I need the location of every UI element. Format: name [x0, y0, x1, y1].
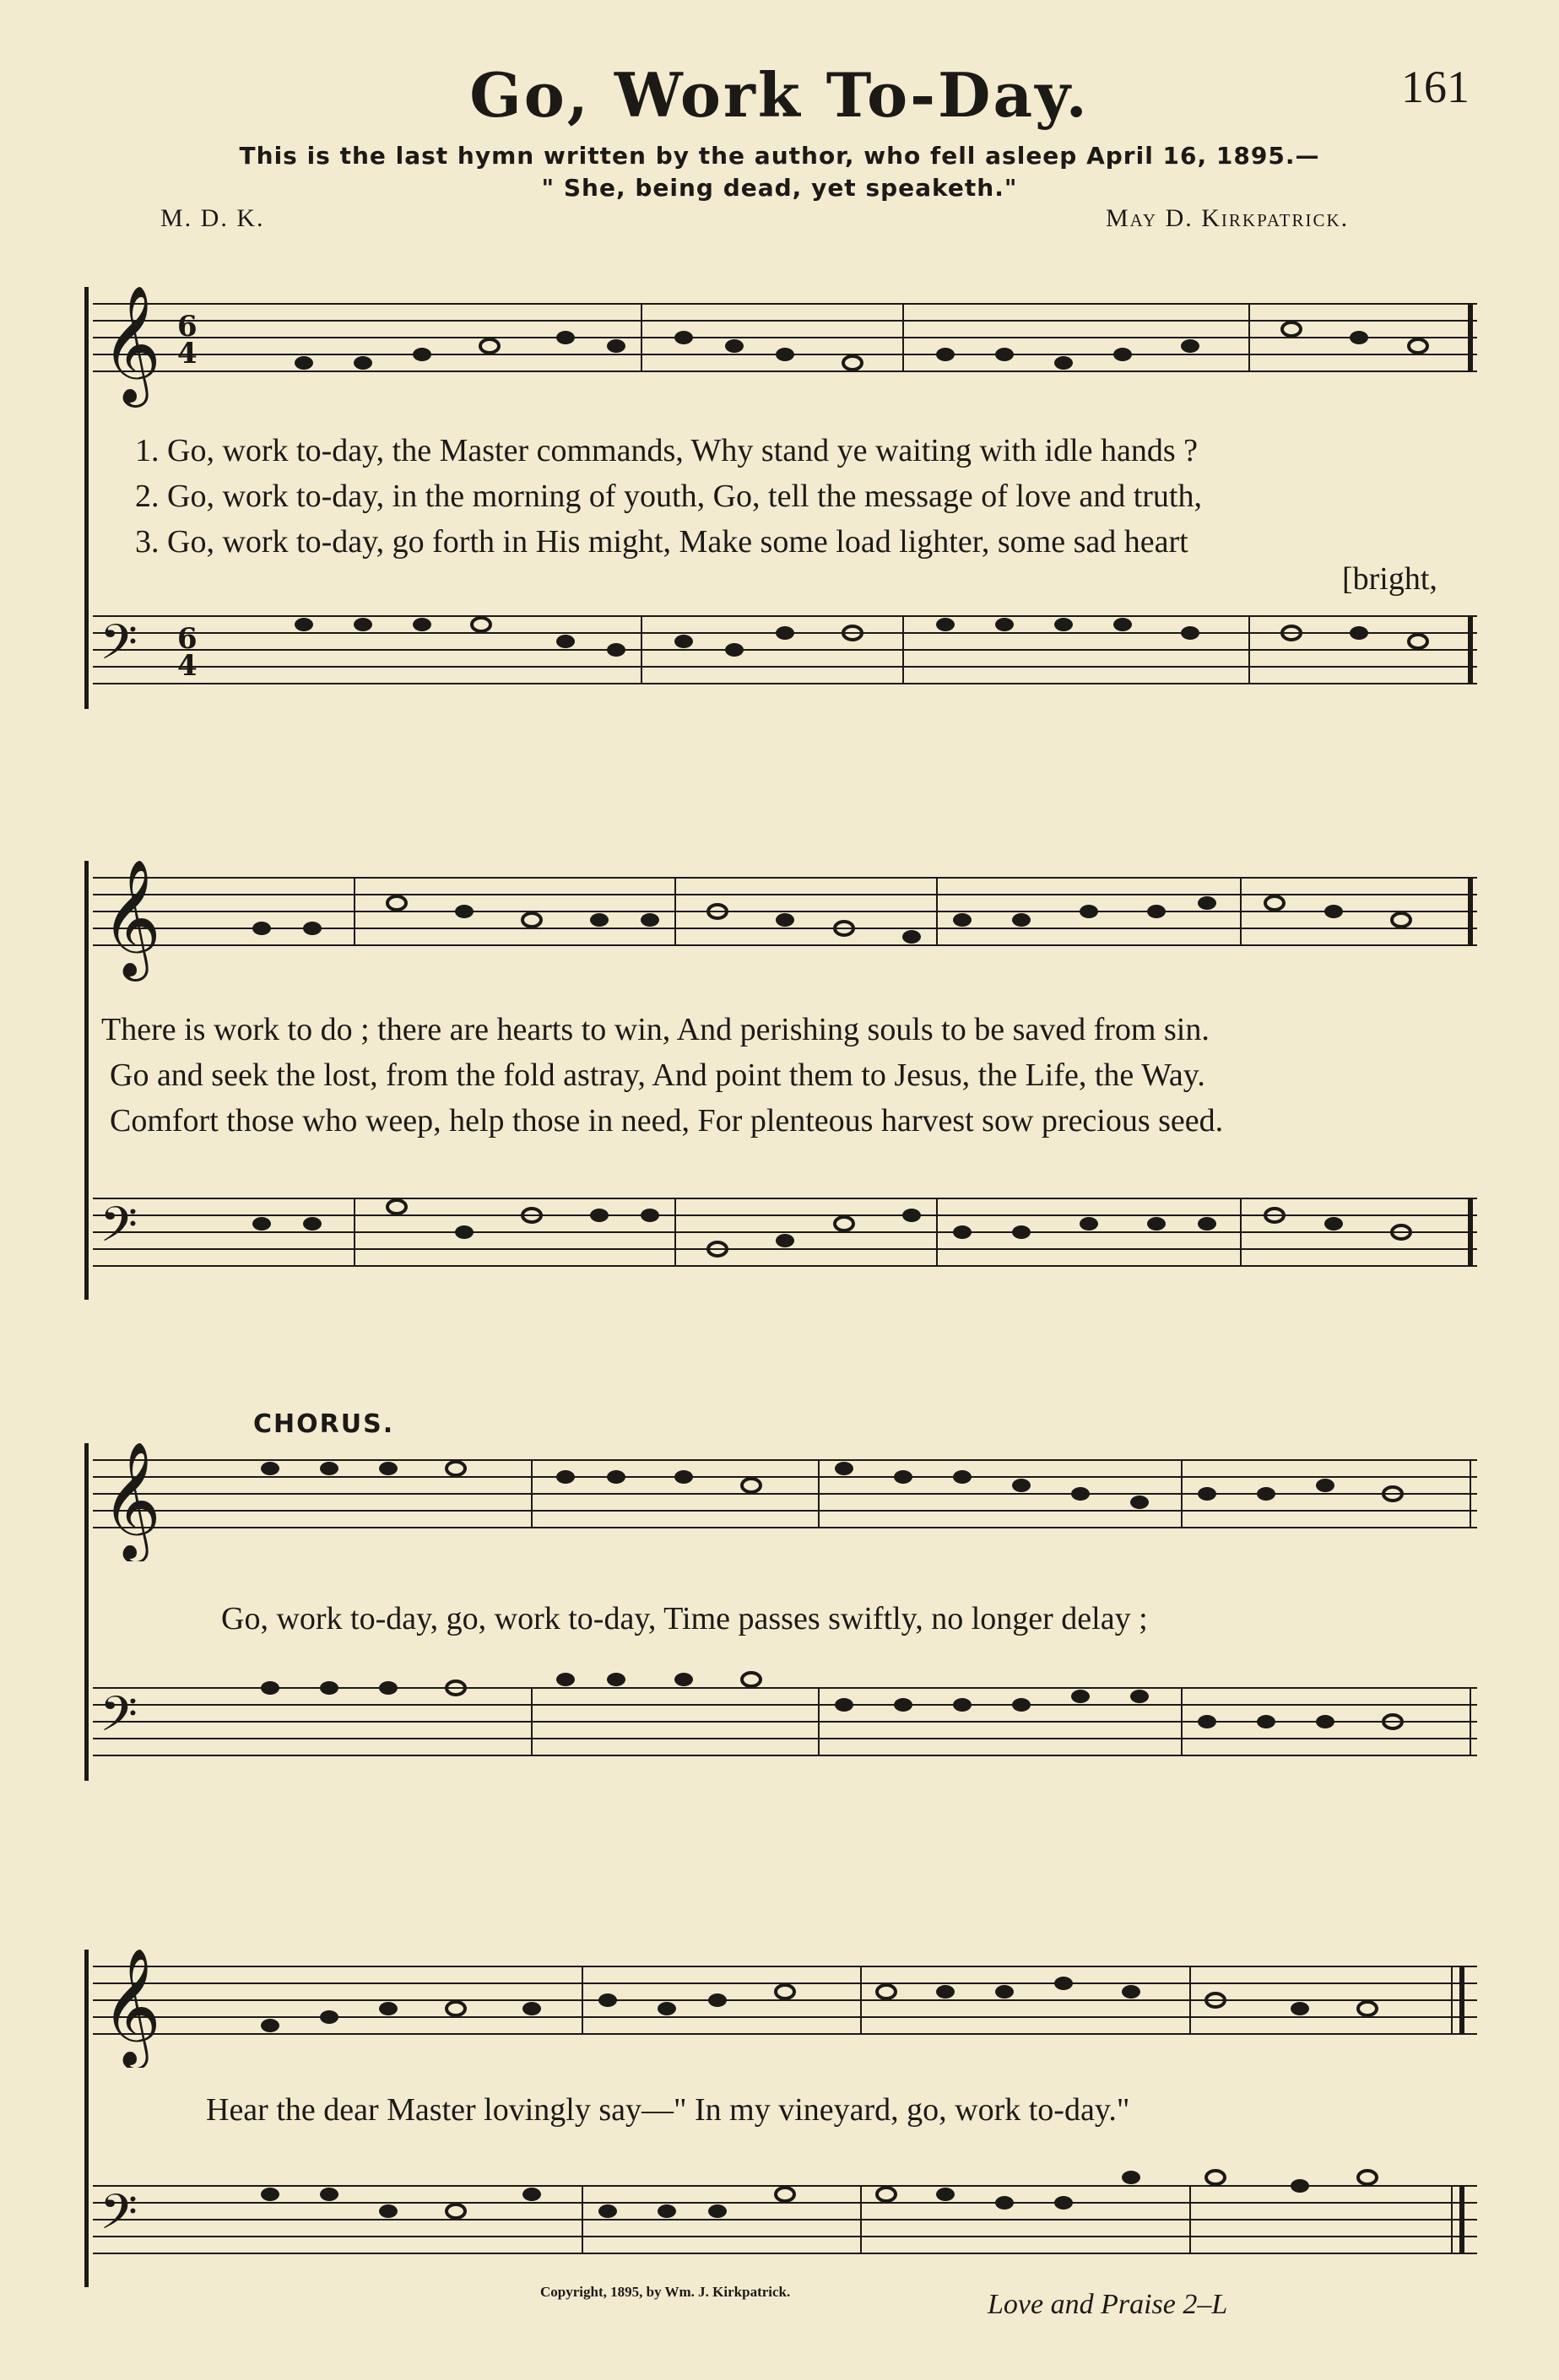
- svg-text:4: 4: [177, 649, 198, 683]
- dedication-note-line2: " She, being dead, yet speaketh.": [541, 174, 1018, 202]
- svg-text:𝄢: 𝄢: [100, 614, 138, 683]
- svg-text:𝄞: 𝄞: [101, 1950, 161, 2065]
- bass-staff: [93, 2169, 1477, 2279]
- bass-staff: [93, 1182, 1477, 1300]
- chorus-line1: Go, work to-day, go, work to-day, Time passes swiftly, no longer delay ;: [221, 1601, 1148, 1636]
- verse1-line1: 1. Go, work to-day, the Master commands, Why stand ye waiting with idle hands ?: [135, 433, 1199, 468]
- svg-text:6: 6: [177, 310, 198, 343]
- svg-text:4: 4: [177, 337, 198, 371]
- page-number: 161: [1401, 62, 1470, 112]
- copyright-notice: Copyright, 1895, by Wm. J. Kirkpatrick.: [540, 2284, 791, 2300]
- verse1-line2: There is work to do ; there are hearts to win, And perishing souls to be saved from sin.: [101, 1012, 1210, 1047]
- dedication-note-line1: This is the last hymn written by the author, who fell asleep April 16, 1895.—: [239, 142, 1320, 170]
- svg-text:6: 6: [177, 622, 198, 656]
- verse2-line1: 2. Go, work to-day, in the morning of youth, Go, tell the message of love and truth,: [135, 479, 1202, 514]
- verse3-line2: Comfort those who weep, help those in need, For plenteous harvest sow precious seed.: [110, 1103, 1224, 1139]
- treble-staff: [93, 1443, 1477, 1561]
- system-brace: [84, 1443, 89, 1781]
- svg-text:𝄞: 𝄞: [101, 861, 161, 976]
- system-brace: [84, 1950, 89, 2287]
- treble-staff: [93, 1950, 1477, 2068]
- bass-staff: [93, 599, 1477, 709]
- verse3-continuation: [bright,: [1342, 561, 1437, 597]
- verse3-line1: 3. Go, work to-day, go forth in His might, Make some load lighter, some sad heart: [135, 524, 1188, 560]
- book-signature: Love and Praise 2–L: [988, 2289, 1228, 2320]
- svg-text:𝄢: 𝄢: [100, 1685, 138, 1755]
- svg-text:𝄞: 𝄞: [101, 287, 161, 403]
- chorus-line2: Hear the dear Master lovingly say—" In my vineyard, go, work to-day.": [206, 2092, 1130, 2128]
- bass-staff: [93, 1671, 1477, 1781]
- system-brace: [84, 861, 89, 1300]
- treble-staff: [93, 287, 1477, 414]
- verse2-line2: Go and seek the lost, from the fold astray, And point them to Jesus, the Life, the Way.: [110, 1057, 1205, 1093]
- svg-text:𝄢: 𝄢: [100, 1196, 138, 1265]
- hymn-title: Go, Work To-Day.: [469, 59, 1090, 131]
- svg-text:𝄢: 𝄢: [100, 2183, 138, 2253]
- svg-text:𝄞: 𝄞: [101, 1443, 161, 1559]
- music-credit: May D. Kirkpatrick.: [1106, 204, 1350, 232]
- system-brace: [84, 287, 89, 709]
- words-credit: M. D. K.: [160, 204, 265, 232]
- chorus-label: CHORUS.: [253, 1409, 395, 1439]
- treble-staff: [93, 861, 1477, 987]
